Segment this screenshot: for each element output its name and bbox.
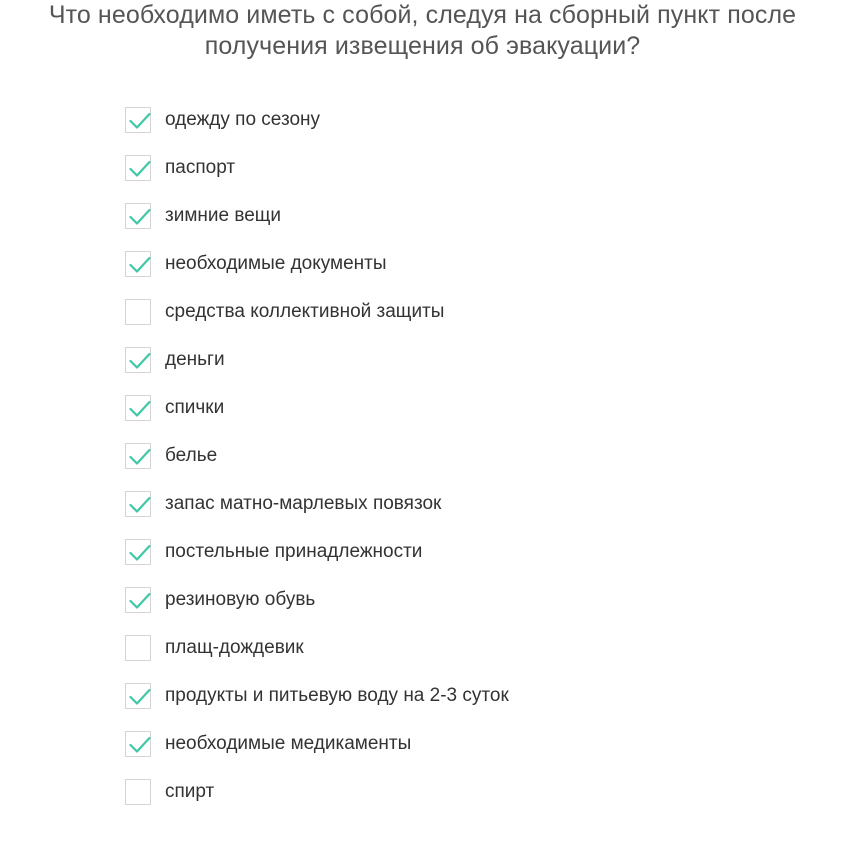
option-label: необходимые документы	[165, 253, 387, 274]
option-label: необходимые медикаменты	[165, 733, 412, 754]
option-7[interactable]	[125, 432, 509, 480]
option-label: постельные принадлежности	[165, 541, 423, 562]
check-icon	[129, 112, 151, 130]
option-11[interactable]	[125, 624, 509, 672]
question-line-2: получения извещения об эвакуации?	[204, 32, 641, 60]
question-line-1: Что необходимо иметь с собой, следуя на сборный пункт после	[48, 1, 797, 29]
checkbox-11[interactable]	[125, 635, 151, 661]
check-icon	[129, 208, 151, 226]
option-label: одежду по сезону	[165, 109, 321, 130]
checkbox-14[interactable]	[125, 779, 151, 805]
checkbox-13[interactable]	[125, 731, 151, 757]
check-icon	[129, 352, 151, 370]
checkbox-6[interactable]	[125, 395, 151, 421]
option-2[interactable]	[125, 192, 509, 240]
checkbox-7[interactable]	[125, 443, 151, 469]
option-label: продукты и питьевую воду на 2-3 суток	[165, 685, 509, 706]
option-13[interactable]	[125, 720, 509, 768]
answer-options-list	[125, 96, 509, 816]
option-label: плащ-дождевик	[165, 637, 304, 658]
question-title	[0, 0, 845, 62]
option-label: белье	[165, 445, 218, 466]
check-icon	[129, 688, 151, 706]
option-12[interactable]	[125, 672, 509, 720]
option-0[interactable]	[125, 96, 509, 144]
checkbox-10[interactable]	[125, 587, 151, 613]
option-label: резиновую обувь	[165, 589, 316, 610]
checkbox-1[interactable]	[125, 155, 151, 181]
option-3[interactable]	[125, 240, 509, 288]
checkbox-8[interactable]	[125, 491, 151, 517]
check-icon	[129, 448, 151, 466]
check-icon	[129, 256, 151, 274]
checkbox-5[interactable]	[125, 347, 151, 373]
option-label: запас матно-марлевых повязок	[165, 493, 442, 514]
checkbox-2[interactable]	[125, 203, 151, 229]
option-9[interactable]	[125, 528, 509, 576]
option-label: средства коллективной защиты	[165, 301, 445, 322]
option-label: паспорт	[165, 157, 236, 178]
checkbox-3[interactable]	[125, 251, 151, 277]
checkbox-0[interactable]	[125, 107, 151, 133]
check-icon	[129, 400, 151, 418]
checkbox-9[interactable]	[125, 539, 151, 565]
option-8[interactable]	[125, 480, 509, 528]
checkbox-4[interactable]	[125, 299, 151, 325]
option-label: деньги	[165, 349, 225, 370]
checkbox-12[interactable]	[125, 683, 151, 709]
option-label: спички	[165, 397, 225, 418]
option-1[interactable]	[125, 144, 509, 192]
option-10[interactable]	[125, 576, 509, 624]
option-4[interactable]	[125, 288, 509, 336]
check-icon	[129, 496, 151, 514]
check-icon	[129, 592, 151, 610]
check-icon	[129, 736, 151, 754]
option-label: зимние вещи	[165, 205, 282, 226]
option-label: спирт	[165, 781, 215, 802]
option-6[interactable]	[125, 384, 509, 432]
option-5[interactable]	[125, 336, 509, 384]
option-14[interactable]	[125, 768, 509, 816]
check-icon	[129, 544, 151, 562]
check-icon	[129, 160, 151, 178]
